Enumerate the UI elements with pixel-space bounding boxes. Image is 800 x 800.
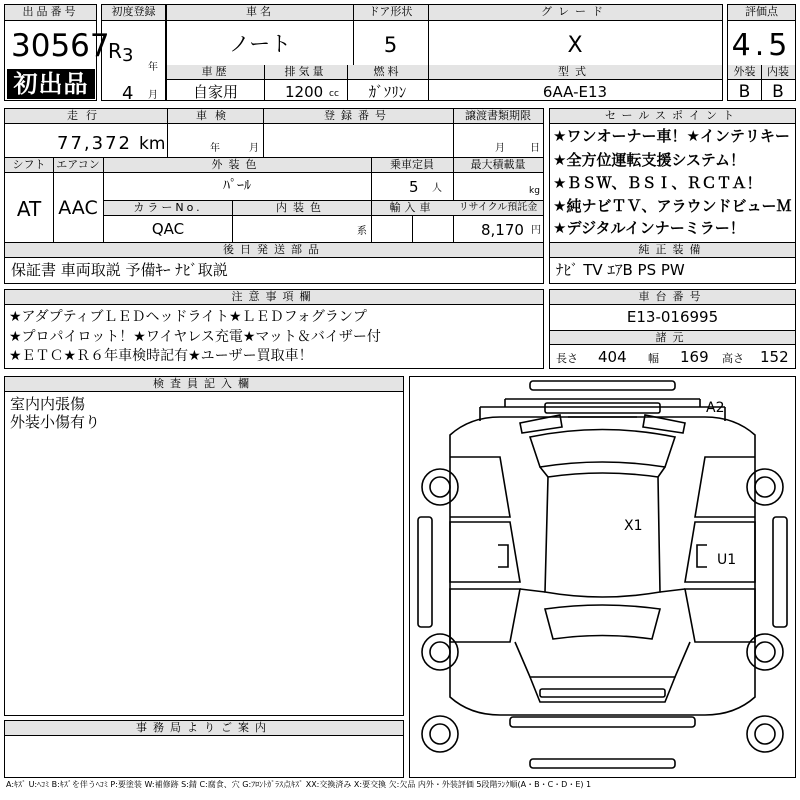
score: 4.5 — [731, 28, 792, 63]
interior-color-unit: 系 — [357, 226, 367, 237]
sales-point: ★ワンオーナー車！★インテリキー — [553, 127, 790, 145]
equip-label: 純正装備 — [550, 243, 795, 258]
reg-label: 初度登録 — [102, 5, 165, 21]
registration-box — [101, 4, 166, 104]
inspector-label: 検査員記入欄 — [5, 377, 403, 392]
mark-x1: X1 — [624, 518, 643, 534]
office-label: 事務局よりご案内 — [5, 721, 403, 736]
legend-text: A:ｷｽﾞ U:ﾍｺﾐ B:ｷｽﾞを伴うﾍｺﾐ P:要塗装 W:補修跡 S:錆 C:腐食、穴 G:ﾌﾛﾝﾄｶﾞﾗｽ点ｷｽﾞ XX:交換済み X:要交換 欠:欠品 内外・外装評価 5段階ﾗﾝｸ順(A・B・C・D・E) 1 — [6, 780, 592, 789]
model-label: 型式 — [428, 65, 722, 80]
mileage: 77,372 — [57, 133, 132, 154]
plate-label: 登録番号 — [263, 109, 453, 124]
inspector-line: 外装小傷有り — [10, 413, 101, 431]
aircon-label: エアコン — [53, 158, 103, 173]
dims-label: 諸元 — [550, 331, 795, 345]
inspector-box — [4, 376, 404, 716]
width-label: 幅 — [648, 352, 659, 365]
note-line: ★ＥＴＣ★Ｒ６年車検時記有★ユーザー買取車！ — [9, 348, 313, 364]
lot-label: 出品番号 — [5, 5, 96, 21]
body-color: ﾊﾟｰﾙ — [223, 178, 251, 194]
capacity: 5 — [409, 178, 419, 196]
mileage-label: 走行 — [5, 109, 167, 124]
grade-label: グレード — [428, 5, 722, 21]
model-code: 6AA-E13 — [542, 83, 608, 101]
import-label: 輸入車 — [371, 201, 453, 216]
name-label: 車名 — [167, 5, 353, 21]
sales-point: ★デジタルインナーミラー！ — [553, 219, 745, 237]
shift-label: シフト — [5, 158, 53, 173]
chassis-label: 車台番号 — [550, 290, 795, 305]
load-label: 最大積載量 — [453, 158, 543, 173]
sales-label: セールスポイント — [550, 109, 795, 124]
history-label: 車歴 — [167, 65, 264, 80]
recycle-fee: 8,170 — [481, 221, 524, 239]
inspection-label: 車検 — [167, 109, 263, 124]
office-box — [4, 720, 404, 778]
sales-point: ★全方位運転支援システム！ — [553, 151, 745, 169]
sales-point: ★純ナビＴＶ、アラウンドビューＭ — [553, 197, 792, 215]
notes-label: 注意事項欄 — [5, 290, 543, 305]
later-parts: 保証書 車両取説 予備ｷｰ ﾅﾋﾞ取説 — [11, 261, 228, 279]
color-no-label: カラーNo. — [104, 201, 232, 216]
km-unit: km — [139, 134, 166, 154]
width-value: 169 — [680, 348, 709, 366]
shift: AT — [16, 197, 42, 221]
year-unit: 年 — [148, 62, 158, 73]
height-value: 152 — [760, 348, 789, 366]
inspection-year-unit: 年 — [210, 143, 220, 154]
door-label: ドア形状 — [353, 5, 428, 21]
color-no: QAC — [151, 220, 185, 238]
chassis-number: E13-016995 — [626, 308, 719, 326]
equip: ﾅﾋﾞ TV ｴｱB PS PW — [556, 261, 685, 279]
capacity-unit: 人 — [432, 183, 442, 194]
car-name: ノート — [228, 32, 292, 56]
yen-unit: 円 — [531, 225, 541, 236]
cc-unit: cc — [329, 89, 339, 99]
inspection-month-unit: 月 — [249, 143, 259, 154]
lot-box — [4, 4, 110, 101]
body-color-label: 外装色 — [103, 158, 371, 173]
door-count: 5 — [383, 33, 398, 57]
length-label: 長さ — [556, 352, 578, 365]
lot-number: 30567 — [11, 28, 110, 64]
note-line: ★アダプティブＬＥＤヘッドライト★ＬＥＤフォグランプ — [9, 309, 367, 325]
capacity-label: 乗車定員 — [371, 158, 453, 173]
transfer-day-unit: 日 — [530, 143, 540, 154]
chassis-box — [549, 289, 796, 369]
sales-point-box — [549, 108, 796, 284]
height-label: 高さ — [722, 352, 744, 365]
reg-month: 4 — [122, 83, 134, 104]
transfer-label: 譲渡書類期限 — [453, 109, 543, 124]
inspector-line: 室内内張傷 — [10, 395, 86, 413]
exterior-grade-label: 外装 — [728, 65, 761, 80]
interior-color-label: 内装色 — [232, 201, 371, 216]
car-outline — [410, 377, 795, 777]
grade: X — [567, 33, 583, 58]
main-spec-box — [166, 4, 723, 101]
mark-a2: A2 — [706, 400, 725, 416]
interior-grade-label: 内装 — [761, 65, 795, 80]
aircon: AAC — [58, 197, 98, 219]
load-unit: kg — [529, 186, 540, 196]
note-line: ★プロパイロット！★ワイヤレス充電★マット＆バイザー付 — [9, 329, 381, 345]
transfer-month-unit: 月 — [495, 143, 505, 154]
notes-box — [4, 289, 544, 369]
car-diagram — [409, 376, 796, 778]
later-parts-label: 後日発送部品 — [5, 243, 543, 258]
fuel-label: 燃料 — [347, 65, 428, 80]
length-value: 404 — [598, 348, 627, 366]
displacement: 1200 — [285, 83, 324, 101]
first-listing-badge: 初出品 — [7, 69, 95, 99]
score-box — [727, 4, 796, 101]
exterior-grade: B — [738, 82, 751, 102]
history: 自家用 — [192, 83, 238, 101]
displacement-label: 排気量 — [264, 65, 347, 80]
sales-point: ★ＢＳＷ、ＢＳＩ、ＲＣＴＡ！ — [553, 174, 762, 192]
recycle-label: リサイクル預託金 — [453, 201, 543, 216]
score-label: 評価点 — [728, 5, 795, 21]
fuel: ｶﾞｿﾘﾝ — [368, 83, 407, 101]
month-unit: 月 — [148, 90, 158, 101]
vehicle-detail-box — [4, 108, 544, 284]
era-letter: R — [108, 39, 122, 63]
mark-u1: U1 — [717, 552, 737, 568]
reg-year: 3 — [122, 45, 134, 66]
interior-grade: B — [772, 82, 784, 102]
